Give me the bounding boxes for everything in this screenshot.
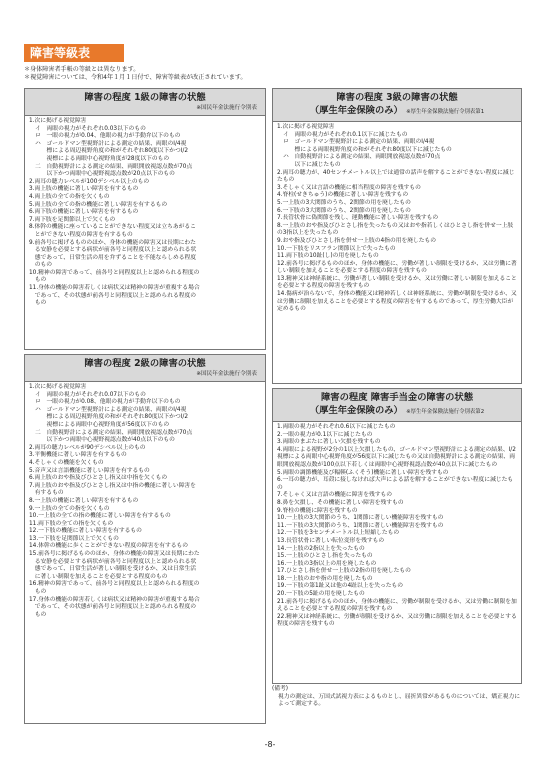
grade1-header	[25, 89, 265, 116]
list-item: のもの	[29, 262, 53, 269]
list-item: 2.両耳の聴力レベルが90デシベル以上のもの	[29, 444, 146, 451]
list-item: ハ ゴールドマン型視野計による測定の結果、両眼のⅠ/4視	[35, 140, 187, 147]
list-item: 1.両眼の視力がそれぞれ0.6以下に減じたもの	[277, 424, 396, 430]
list-item: 12.前各号に掲げるもののほか、身体の機能に、労働が著しい制限を受けるか、又は労働に著しい制限を加えることを必要とする程度の障害を残すもの	[277, 260, 517, 275]
list-item: 14.傷病が治らないで、身体の機能又は精神若しくは神経系統に、労働が制限を受けるか、又は労働に制限を加えることを必要とする程度の障害を有するものであって、厚生労働大臣が定めるもの	[277, 291, 517, 313]
page-title: 障害等級表	[24, 44, 124, 62]
list-item: イ 両眼の視力がそれぞれ0.03以下のもの	[35, 125, 146, 132]
allowance-title: 障害の程度 障害手当金の障害の状態	[321, 392, 473, 403]
remarks	[272, 686, 522, 709]
list-item: もの	[29, 277, 47, 284]
list-item: 7.両上肢のおや指及びひとさし指又は中指の機能に著しい障害を	[29, 482, 196, 489]
list-item: 2.両耳の聴力レベルが100デシベル以上のもの	[29, 178, 150, 185]
list-item: 10.精神の障害であって、前各号と同程度以上と認められる程度の	[29, 269, 200, 276]
list-item: イ 両眼の視力がそれぞれ0.07以下のもの	[35, 391, 146, 398]
list-item: 態であって、日常生活が著しい制限を受けるか、又は日常生活	[29, 566, 197, 573]
list-item: 3.両眼のまぶたに著しい欠損を残すもの	[277, 439, 381, 446]
grade3-header	[273, 89, 521, 122]
list-item: とができない程度の障害を有するもの	[29, 231, 133, 238]
list-item: 8.鼻を欠損し、その機能に著しい障害を残すもの	[277, 499, 404, 506]
allowance-box	[272, 388, 522, 684]
list-item: 11.一下肢の3大関節のうち、1関節に著しい機能障害を残すもの	[277, 522, 444, 529]
list-item: 10.一下肢をリスフラン関節以上で失ったもの	[277, 245, 396, 252]
note-line: ＊身体障害者手帳の等級とは異なります。	[24, 66, 140, 73]
list-item: 9.一上肢の全ての指を欠くもの	[29, 505, 110, 512]
list-item: 態であって、日常生活の用を弁ずることを不能ならしめる程度	[29, 254, 197, 261]
list-item: 20.一下肢の5趾の用を廃したもの	[277, 591, 365, 598]
list-item: 13.精神又は神経系統に、労働が著しい制限を受けるか、又は労働に著しい制限を加えることを必要とする程度の障害を残すもの	[277, 275, 517, 290]
grade2-ref: ※国民年金法施行令別表	[196, 371, 257, 377]
list-item: 標による両眼視野角度の和がそれぞれ80度以下に減じたもの	[283, 146, 452, 153]
list-item: る安静を必要とする病状が前各号と同程度以上と認められる状	[29, 247, 197, 254]
list-item: 2.一眼の視力が0.1以下に減じたもの	[277, 431, 373, 438]
list-item: 標による周辺視野角度の和がそれぞれ80度以下かつⅠ/2	[35, 148, 189, 155]
list-item: であって、その状態が前各号と同程度以上と認められる程度の	[29, 604, 197, 611]
list-item: る安静を必要とする病状が前各号と同程度以上と認められる状	[29, 558, 197, 565]
list-item: 18.一上肢のおや指の用を廃したもの	[277, 575, 373, 582]
list-item: 21.前各号に掲げるもののほか、身体の機能に、労働が制限を受けるか、又は労働に制限を加えることを必要とする程度の障害を残すもの	[277, 598, 517, 613]
list-item: 3.そしゃく又は言語の機能に相当程度の障害を残すもの	[277, 184, 421, 191]
grade3-title: 障害の程度 3級の障害の状態	[336, 92, 458, 103]
list-item: ハ 自動視野計による測定の結果、両眼開放視認点数が70点	[283, 154, 441, 161]
list-item: 11.両下肢の10趾(し)の用を廃したもの	[277, 253, 379, 260]
grade3-subtitle-row	[275, 104, 519, 119]
list-item: 17.身体の機能の障害若しくは病状又は精神の障害が重複する場合	[29, 596, 200, 603]
list-item: 11.両下肢の全ての指を欠くもの	[29, 520, 114, 527]
list-item: ハ ゴールドマン型視野計による測定の結果、両眼のⅠ/4視	[35, 406, 187, 413]
list-item: 4.両眼による視野が2分の1以上欠損したもの、ゴールドマン型視野計による測定の結果、Ⅰ/2視標による両眼中心視野角度が56度以下に減じたもの又は自動視野計による測定の結果、両眼開放視認点数が100点以下若しくは両眼中心視野視認点数が40点以下に減じたもの	[277, 446, 516, 468]
list-item: 6.一下肢の3大関節のうち、2関節の用を廃したもの	[277, 207, 411, 214]
list-item: 9.脊柱の機能に障害を残すもの	[277, 507, 358, 514]
list-item: もの	[29, 611, 47, 618]
list-item: 19.一下肢の第1趾又は他の4趾以上を失ったもの	[277, 583, 404, 590]
grade2-header	[25, 355, 265, 382]
list-item: 8.体幹の機能に座っていることができない程度又は立ちあがるこ	[29, 224, 196, 231]
list-item: 13.長管状骨に著しい転位変形を残すもの	[277, 537, 385, 544]
list-item: 9.前各号に掲げるもののほか、身体の機能の障害又は長期にわた	[29, 239, 196, 246]
list-item: 4.両上肢の全ての指を欠くもの	[29, 193, 110, 200]
list-item: ロ 一眼の視力が0.04、他眼の視力が手動弁以下のもの	[35, 133, 181, 140]
list-item: 1.次に掲げる視覚障害	[29, 118, 87, 124]
list-item: 4.そしゃくの機能を欠くもの	[29, 459, 104, 466]
list-item: 9.おや指及びひとさし指を併せ一上肢の4指の用を廃したもの	[277, 237, 437, 244]
page-number: -8-	[264, 740, 276, 749]
list-item: 13.一下肢を足関節以上で欠くもの	[29, 535, 119, 542]
list-item: 14.一上肢の2指以上を失ったもの	[277, 545, 365, 552]
grade3-subtitle: （厚生年金保険のみ）	[309, 105, 403, 116]
list-item: 10.一上肢の全ての指の機能に著しい障害を有するもの	[29, 513, 171, 520]
remarks-label: (備考)	[272, 686, 289, 692]
allowance-subtitle-row	[275, 404, 519, 419]
grade1-title: 障害の程度 1級の障害の状態	[84, 92, 206, 103]
list-item: であって、その状態が前各号と同程度以上と認められる程度の	[29, 292, 197, 299]
list-item: 17.ひとさし指を併せ一上肢の2指の用を廃したもの	[277, 568, 411, 575]
list-item: 5.一上肢の3大関節のうち、2関節の用を廃したもの	[277, 199, 411, 206]
list-item: 10.一上肢の3大関節のうち、1関節に著しい機能障害を残すもの	[277, 515, 444, 522]
list-item: 6.両上肢のおや指及びひとさし指又は中指を欠くもの	[29, 475, 168, 482]
list-item: 二 自動視野計による測定の結果、両眼開放視認点数が70点	[35, 429, 193, 436]
list-item: 6.一耳の聴力が、耳殻に接しなければ大声による話を解することができない程度に減じたもの	[277, 477, 514, 491]
list-item: 3.両上肢の機能に著しい障害を有するもの	[29, 186, 139, 193]
list-item: 3.平衡機能に著しい障害を有するもの	[29, 452, 127, 459]
list-item: ロ ゴールドマン型視野計による測定の結果、両眼のⅠ/4視	[283, 139, 435, 146]
list-item: 1.次に掲げる視覚障害	[29, 384, 87, 390]
remarks-text: 視力の測定は、万国式試視力表によるものとし、屈折異常があるものについては、矯正視力によって測定する。	[278, 693, 521, 708]
list-item: 11.身体の機能の障害若しくは病状又は精神の障害が重複する場合	[29, 285, 200, 292]
list-item: 12.一下肢を3センチメートル以上短縮したもの	[277, 530, 400, 537]
grade2-box	[24, 354, 266, 724]
list-item: 5.音声又は言語機能に著しい障害を有するもの	[29, 467, 150, 474]
list-item: もの	[29, 300, 47, 307]
list-item: イ 両眼の視力がそれぞれ0.1以下に減じたもの	[283, 131, 408, 138]
grade1-ref: ※国民年金法施行令別表	[196, 105, 257, 111]
list-item: 二 自動視野計による測定の結果、両眼開放視認点数が70点	[35, 163, 193, 170]
list-item: 以下かつ両眼中心視野視認点数が20点以下のもの	[35, 171, 175, 178]
list-item: 12.一下肢の機能に著しい障害を有するもの	[29, 528, 142, 535]
notes	[24, 66, 524, 83]
list-item: 14.体幹の機能に歩くことができない程度の障害を有するもの	[29, 543, 189, 550]
grade2-title: 障害の程度 2級の障害の状態	[84, 358, 206, 369]
list-item: 2.両耳の聴力が、40センチメートル以上では通常の話声を解することができない程度に減じたもの	[277, 169, 515, 184]
list-item: もの	[29, 589, 47, 596]
grade1-list	[25, 116, 265, 310]
list-item: 以下かつ両眼中心視野視認点数が40点以下のもの	[35, 437, 175, 444]
grade1-box	[24, 88, 266, 350]
list-item: 8.一上肢のおや指及びひとさし指を失ったもの又はおや指若しくはひとさし指を併せ一上肢の3指以上を失ったもの	[277, 222, 514, 237]
list-item: 視標による両眼中心視野角度が28度以下のもの	[35, 155, 170, 162]
list-item: 6.両下肢の機能に著しい障害を有するもの	[29, 209, 139, 216]
allowance-ref: ※厚生年金保険法施行令別表第2	[406, 409, 485, 415]
list-item: 15.一上肢のひとさし指を失ったもの	[277, 553, 373, 560]
list-item: 16.精神の障害であって、前各号と同程度以上と認められる程度の	[29, 581, 200, 588]
list-item: 16.一上肢の3指以上の用を廃したもの	[277, 560, 377, 567]
grade3-ref: ※厚生年金保険法施行令別表第1	[406, 109, 485, 115]
list-item: 8.一上肢の機能に著しい障害を有するもの	[29, 497, 139, 504]
note-line: ＊視覚障害については、令和4年１月１日付で、障害等級表が改正されています。	[24, 74, 247, 82]
list-item: 以下に減じたもの	[283, 161, 341, 168]
list-item: 視標による両眼中心視野角度が56度以下のもの	[35, 421, 170, 428]
list-item: 7.両下肢を足関節以上で欠くもの	[29, 216, 116, 223]
list-item: 7.そしゃく又は言語の機能に障害を残すもの	[277, 492, 393, 499]
list-item: 5.両眼の調節機能及び輻輳(ふくそう)機能に著しい障害を残すもの	[277, 469, 449, 476]
grade2-list	[25, 382, 265, 621]
allowance-header	[273, 389, 521, 422]
list-item: 5.両上肢の全ての指の機能に著しい障害を有するもの	[29, 201, 168, 208]
list-item: 標による周辺視野角度の和がそれぞれ80度以下かつⅠ/2	[35, 414, 189, 421]
list-item: 有するもの	[29, 490, 64, 497]
allowance-list	[273, 422, 521, 631]
grade3-list	[273, 122, 521, 316]
grade3-box	[272, 88, 522, 384]
list-item: 22.精神又は神経系統に、労働が制限を受けるか、又は労働に制限を加えることを必要とする程度の障害を残すもの	[277, 613, 517, 628]
list-item: 4.脊柱(せきちゅう)の機能に著しい障害を残すもの	[277, 192, 409, 199]
allowance-subtitle: （厚生年金保険のみ）	[309, 405, 403, 416]
list-item: 15.前各号に掲げるもののほか、身体の機能の障害又は長期にわた	[29, 551, 200, 558]
list-item: 7.長管状骨に偽関節を残し、運動機能に著しい障害を残すもの	[277, 215, 439, 222]
list-item: 1.次に掲げる視覚障害	[277, 124, 335, 130]
list-item: ロ 一眼の視力が0.08、他眼の視力が手動弁以下のもの	[35, 399, 181, 406]
list-item: に著しい制限を加えることを必要とする程度のもの	[29, 573, 168, 580]
